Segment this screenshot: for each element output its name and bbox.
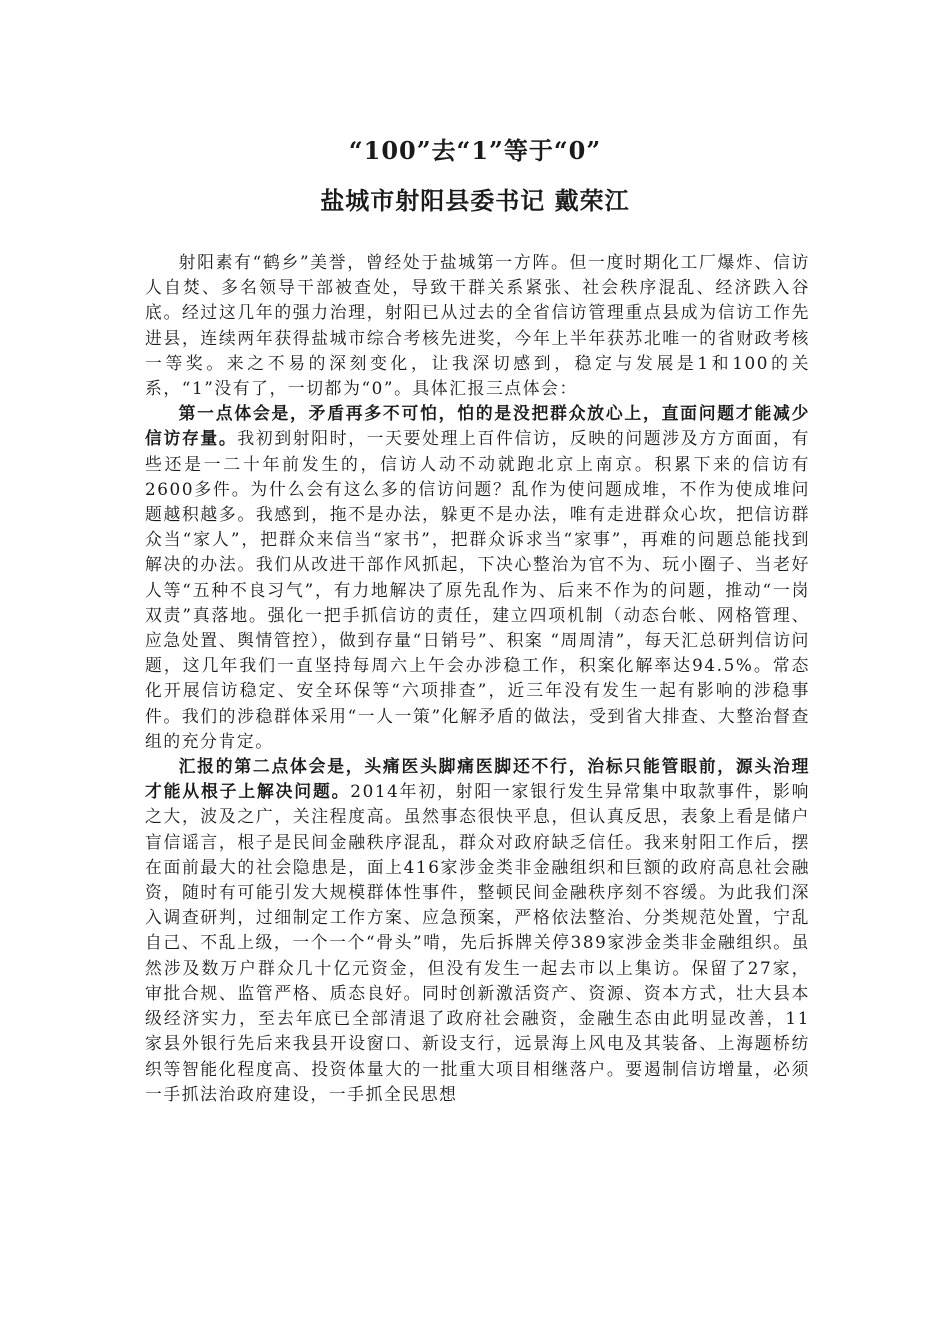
document-body xyxy=(145,250,810,1107)
paragraph-text: 我初到射阳时，一天要处理上百件信访，反映的问题涉及方方面面，有些还是一二十年前发生的，信访人动不动就跑北京上南京。积累下来的信访有2600多件。为什么会有这么多的信访问题？乱作为使问题成堆，不作为使成堆问题越积越多。我感到，拖不是办法，躲更不是办法，唯有走进群众心坎，把信访群众当“家人”，把群众来信当“家书”，把群众诉求当“家事”，再难的问题总能找到解决的办法。我们从改进干部作风抓起，下决心整治为官不为、玩小圈子、当老好人等“五种不良习气”，有力地解决了原先乱作为、后来不作为的问题，推动“一岗双责”真落地。强化一把手抓信访的责任，建立四项机制（动态台帐、网格管理、应急处置、舆情管控），做到存量“日销号”、积案 “周周清”，每天汇总研判信访问题，这几年我们一直坚持每周六上午会办涉稳工作，积案化解率达94.5%。常态化开展信访稳定、安全环保等“六项排查”，近三年没有发生一起有影响的涉稳事件。我们的涉稳群体采用“一人一策”化解矛盾的做法，受到省大排查、大整治督查组的充分肯定。 xyxy=(145,428,810,751)
paragraph-point-two xyxy=(145,754,810,1107)
paragraph-intro xyxy=(145,250,810,401)
paragraph-text: 2014年初，射阳一家银行发生异常集中取款事件，影响之大，波及之广，关注程度高。虽然事态很快平息，但认真反思，表象上看是储户盲信谣言，根子是民间金融秩序混乱，群众对政府缺乏信任。我来射阳工作后，摆在面前最大的社会隐患是，面上416家涉金类非金融组织和巨额的政府高息社会融资，随时有可能引发大规模群体性事件，整顿民间金融秩序刻不容缓。为此我们深入调查研判，过细制定工作方案、应急预案，严格依法整治、分类规范处置，宁乱自己、不乱上级，一个一个“骨头”啃，先后拆牌关停389家涉金类非金融组织。虽然涉及数万户群众几十亿元资金，但没有发生一起去市以上集访。保留了27家，审批合规、监管严格、质态良好。同时创新激活资产、资源、资本方式，壮大县本级经济实力，至去年底已全部清退了政府社会融资，金融生态由此明显改善，11家县外银行先后来我县开设窗口、新设支行，远景海上风电及其装备、上海题桥纺织等智能化程度高、投资体量大的一批重大项目相继落户。要遏制信访增量，必须一手抓法治政府建设，一手抓全民思想 xyxy=(145,781,810,1104)
document-title: “100”去“1”等于“0” xyxy=(348,136,602,165)
document-subtitle: 盐城市射阳县委书记 戴荣江 xyxy=(320,186,630,215)
paragraph-lead: 汇报的第二点体会是，头痛医头脚痛医脚还不行，治标只能管眼前，源头治理才能从根子上解决问题。 xyxy=(145,756,810,802)
paragraph-point-one xyxy=(145,401,810,754)
paragraph-text: 射阳素有“鹤乡”美誉，曾经处于盐城第一方阵。但一度时期化工厂爆炸、信访人自焚、多名领导干部被查处，导致干群关系紧张、社会秩序混乱、经济跌入谷底。经过这几年的强力治理，射阳已从过去的全省信访管理重点县成为信访工作先进县，连续两年获得盐城市综合考核先进奖，今年上半年获苏北唯一的省财政考核一等奖。来之不易的深刻变化，让我深切感到，稳定与发展是1和100的关系，“1”没有了，一切都为“0”。具体汇报三点体会： xyxy=(145,252,810,399)
paragraph-lead: 第一点体会是，矛盾再多不可怕，怕的是没把群众放心上，直面问题才能减少信访存量。 xyxy=(145,403,810,449)
